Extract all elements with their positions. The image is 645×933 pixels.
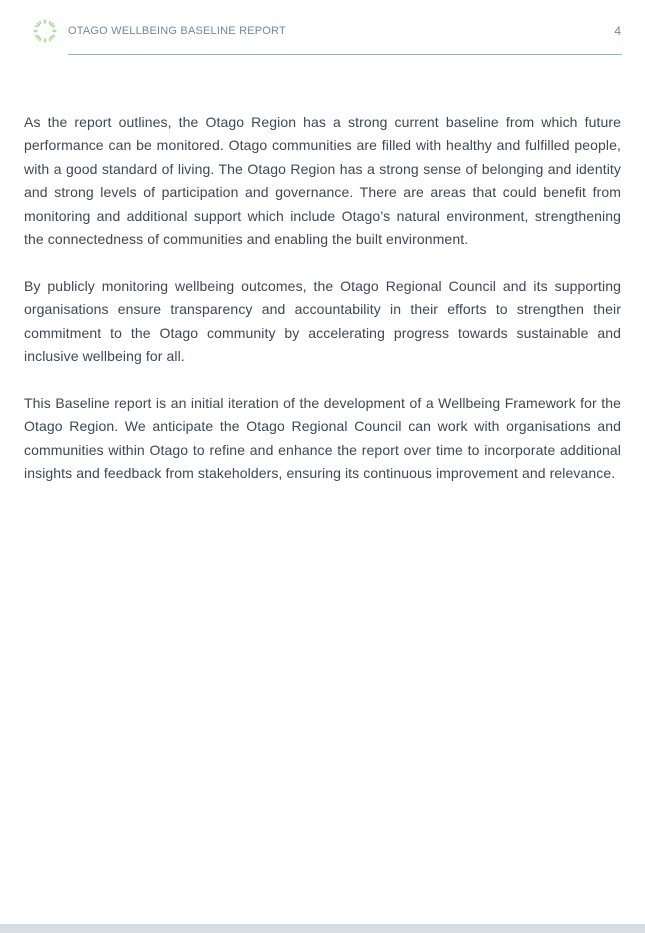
paragraph-framework-iteration: This Baseline report is an initial iteration of the development of a Wellbeing Framework for the Otago Region. We anticipate the Otago Regional Council can work with organisations and communities within Otago to refine and enhance the report over time to incorporate additional insights and feedback from stakeholders, ensuring its continuous improvement and relevance. [24, 395, 621, 482]
leaf-wreath-icon [33, 19, 57, 43]
page-header [0, 0, 645, 60]
paragraph-baseline-summary: As the report outlines, the Otago Region has a strong current baseline from which future performance can be monitored. Otago communities are filled with healthy and fulfilled people, with a good standard of living. The Otago Region has a strong sense of belonging and identity and strong levels of participation and governance. There are areas that could benefit from monitoring and additional support which include Otago’s natural environment, strengthening the connectedness of communities and enabling the built environment. [24, 114, 621, 248]
footer-bar [0, 924, 645, 933]
header-divider [68, 54, 622, 55]
page-number: 4 [614, 24, 621, 38]
report-body [24, 111, 621, 509]
report-title: OTAGO WELLBEING BASELINE REPORT [68, 25, 286, 37]
paragraph-monitoring: By publicly monitoring wellbeing outcomes, the Otago Regional Council and its supporting organisations ensure transparency and accountability in their efforts to strengthen their commitment to the Otago community by accelerating progress towards sustainable and inclusive wellbeing for all. [24, 277, 621, 365]
